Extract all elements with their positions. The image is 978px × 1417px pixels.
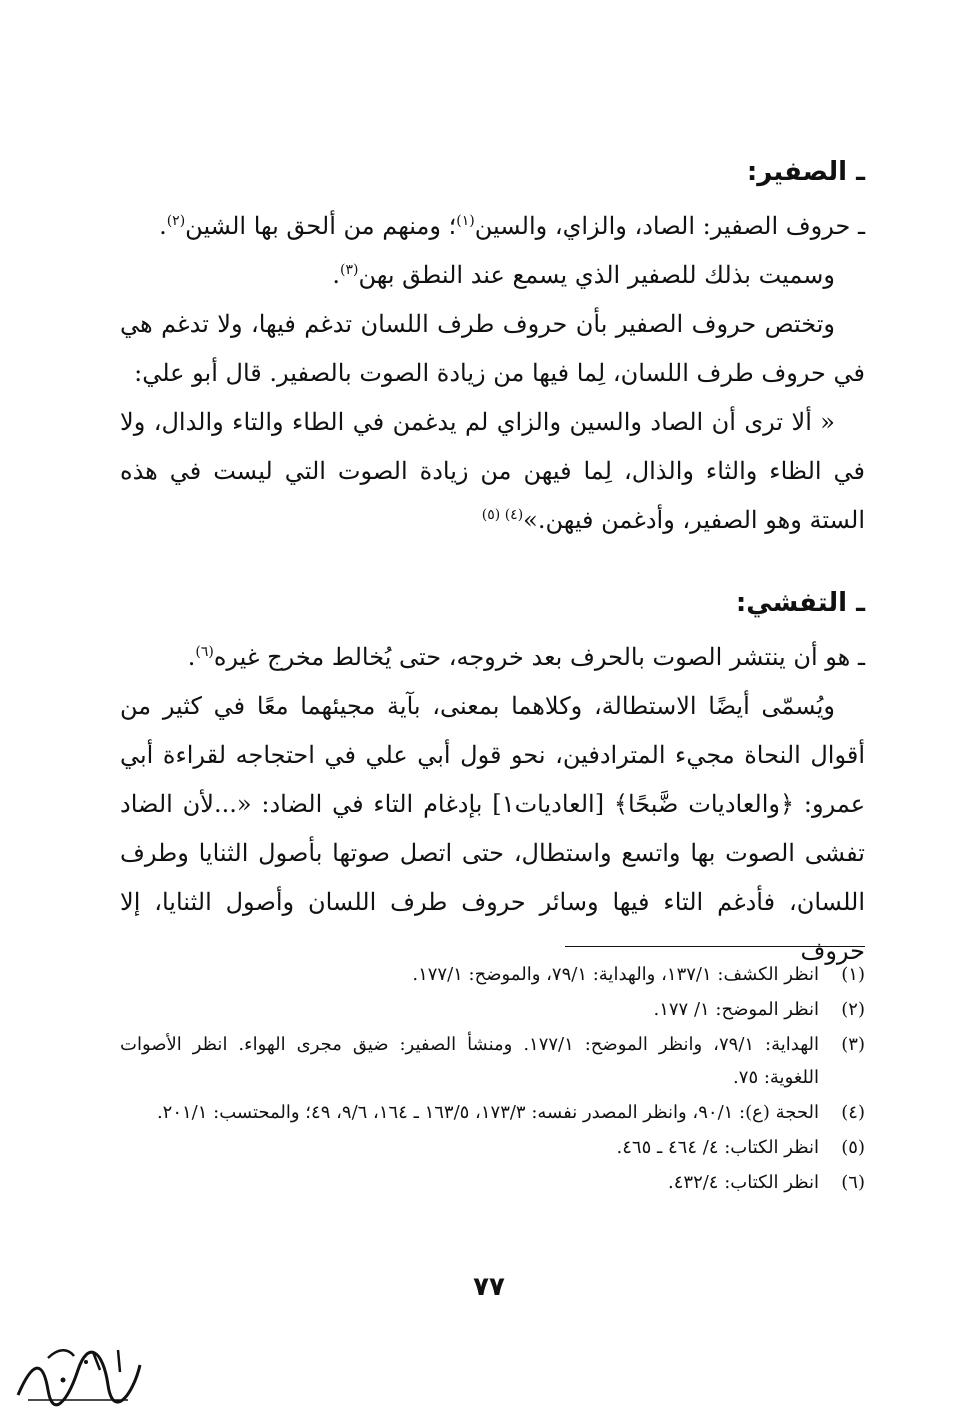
heading-safeer: ـ الصفير: <box>746 157 865 187</box>
footnote-ref-3[interactable]: (٣) <box>340 262 359 278</box>
footnote-item: (٥) انظر الكتاب: ٤/ ٤٦٤ ـ ٤٦٥. <box>616 1137 865 1158</box>
footnote-item: (٣) الهداية: ٧٩/١، وانظر الموضح: ١٧٧/١. ومنشأ الصفير: ضيق مجرى الهواء. انظر الأصوات اللغوية: ٧٥. <box>120 1034 865 1088</box>
tafashshi-line-1: ـ هو أن ينتشر الصوت بالحرف بعد خروجه، حتى يُخالط مخرج غيره$^{(٦)}$. <box>187 643 865 671</box>
safeer-paragraph: وتختص حروف الصفير بأن حروف طرف اللسان تدغم فيها، ولا تدغم هي في حروف طرف اللسان، لِما فيها من زيادة الصوت بالصفير. قال أبو علي: <box>120 310 865 387</box>
footnotes <box>120 958 865 1201</box>
calligraphy-logo-icon <box>8 1340 148 1410</box>
abu-ali-quote: « ألا ترى أن الصاد والسين والزاي لم يدغمن في الطاء والتاء والدال، ولا في الظاء والثاء والذال، لِما فيهن من زيادة الصوت التي ليست في هذه الستة وهو الصفير، وأدغمن فيهن.»$^{(٤) (٥)}$ <box>120 408 865 534</box>
footnote-ref-2[interactable]: (٢) <box>166 213 186 229</box>
footnote-item: (١) انظر الكشف: ١٣٧/١، والهداية: ٧٩/١، والموضح: ١٧٧/١. <box>412 964 865 985</box>
footnote-ref-1[interactable]: (١) <box>456 213 475 229</box>
safeer-line-2: وسميت بذلك للصفير الذي يسمع عند النطق بهن$^{(٣)}$. <box>332 261 835 289</box>
safeer-line-1: ـ حروف الصفير: الصاد، والزاي، والسين$^{(١)}$؛ ومنهم من ألحق بها الشين$^{(٢)}$. <box>159 212 865 240</box>
main-text <box>120 150 865 976</box>
heading-tafashshi: ـ التفشي: <box>735 588 865 618</box>
footnote-ref-6[interactable]: (٦) <box>195 644 214 660</box>
footnote-item: (٢) انظر الموضح: ١/ ١٧٧. <box>653 999 865 1020</box>
tafashshi-paragraph: ويُسمّى أيضًا الاستطالة، وكلاهما بمعنى، بآية مجيئهما معًا في كثير من أقوال النحاة مجيء المترادفين، نحو قول أبي علي في احتجاجه لقراءة أبي عمرو: ﴿والعاديات ضَّبحًا﴾ [العاديات١] بإدغام التاء في الضاد: «...لأن الضاد تفشى الصوت بها واتسع واستطال، حتى اتصل صوتها بأصول الثنايا وطرف اللسان، فأدغم التاء فيها وسائر حروف طرف اللسان وأصول الثنايا، إلا حروف <box>120 692 866 965</box>
footnote-item: (٤) الحجة (ع): ٩٠/١، وانظر المصدر نفسه: ١٧٣/٣، ١٦٣/٥ ـ ١٦٤، ٩/٦، ٤٩؛ والمحتسب: ٢٠١/١. <box>156 1102 865 1123</box>
footnote-divider <box>565 946 865 947</box>
page-number: ٧٧ <box>473 1272 505 1302</box>
footnote-item: (٦) انظر الكتاب: ٤٣٢/٤. <box>668 1172 865 1193</box>
footnote-ref-4-5[interactable]: (٤) (٥) <box>481 507 524 523</box>
